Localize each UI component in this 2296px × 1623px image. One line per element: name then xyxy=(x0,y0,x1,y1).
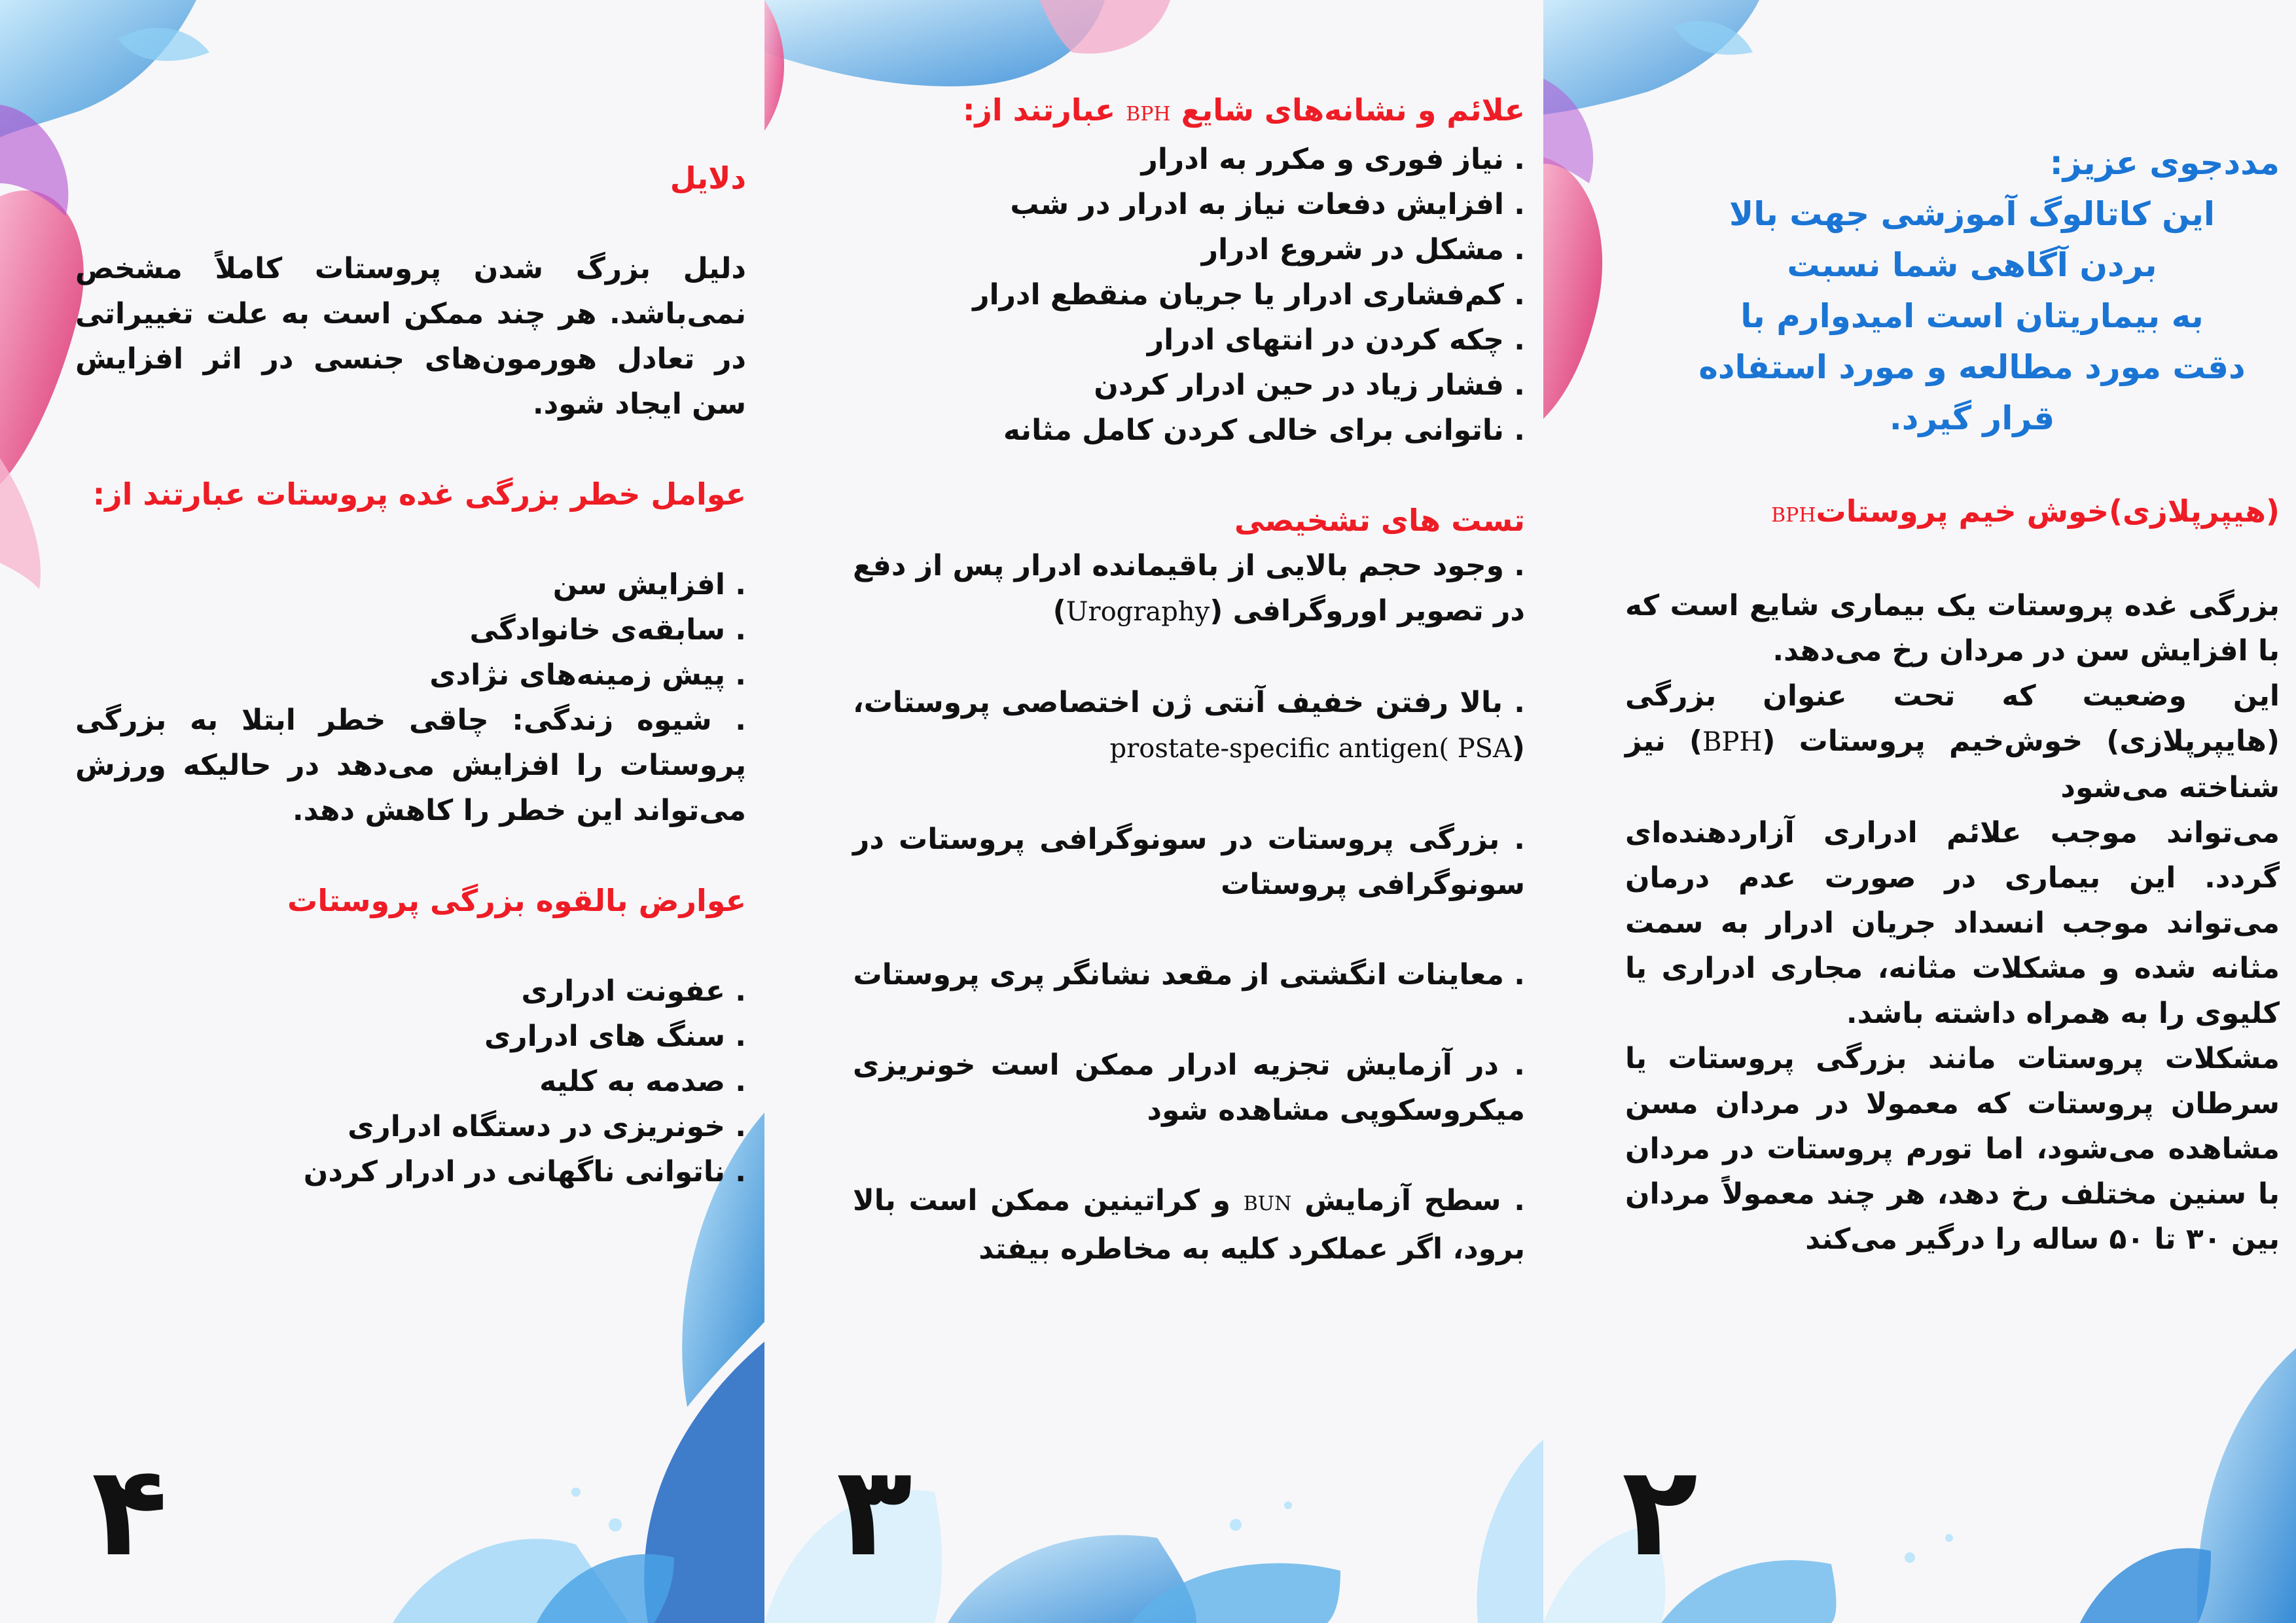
panel-page-4 xyxy=(0,0,764,1623)
test-item: . بزرگی پروستات در سونوگرافی پروستات در سونوگرافی پروستات xyxy=(853,823,1525,901)
test-text-end: ) xyxy=(1052,594,1066,628)
test-item xyxy=(853,1178,1525,1272)
symptoms-title-text: علائم و نشانه‌های شایع xyxy=(1170,92,1525,128)
tests-title: تست های تشخیصی xyxy=(1234,503,1525,538)
paragraph: می‌تواند موجب علائم ادراری آزاردهنده‌ای گردد. این بیماری در صورت عدم درمان می‌تواند موجب انسداد جریان ادرار به سمت مثانه شده و مشکلات مثانه، مجاری ادراری یا کلیوی را به همراه داشته باشد. xyxy=(1625,816,2280,1030)
panel-3-content xyxy=(853,88,1525,1272)
page-number: ۴ xyxy=(92,1439,168,1584)
test-text: . سطح آزمایش xyxy=(1291,1184,1525,1217)
section-title-text: (هیپرپلازی)خوش خیم پروستات xyxy=(1816,493,2280,529)
risk-item: . پیش زمینه‌های نژادی xyxy=(429,658,746,692)
panel-page-2 xyxy=(1543,0,2296,1623)
test-latin: BUN xyxy=(1243,1192,1292,1215)
risk-item: . سابقه‌ی خانوادگی xyxy=(469,613,746,647)
section-title-latin: BPH xyxy=(1771,504,1816,527)
test-item xyxy=(853,543,1525,635)
paragraph: مشکلات پروستات مانند بزرگی پروستات یا سرطان پروستات که معمولا در مردان مسن مشاهده می‌شود، اما تورم پروستات در مردان با سنین مختلف رخ دهد، هر چند معمولاً مردان بین ۳۰ تا ۵۰ ساله را درگیر می‌کند xyxy=(1625,1042,2280,1256)
greeting: مددجوی عزیز: xyxy=(2049,144,2280,182)
risk-item: . شیوه زندگی: چاقی خطر ابتلا به بزرگی پروستات را افزایش می‌دهد در حالیکه ورزش می‌تواند این خطر را کاهش دهد. xyxy=(75,704,746,827)
section-title xyxy=(1625,489,2280,538)
symptom-item: . مشکل در شروع ادرار xyxy=(1201,233,1525,266)
causes-title: دلایل xyxy=(670,160,746,196)
intro-line: بردن آگاهی شما نسبت xyxy=(1787,246,2157,284)
panel-4-content xyxy=(75,156,746,1194)
paragraph-text-end: ) نیز شناخته می‌شود xyxy=(1625,724,2280,804)
complication-item: . خونریزی در دستگاه ادراری xyxy=(348,1110,746,1143)
test-item: . در آزمایش تجزیه ادرار ممکن است خونریزی میکروسکوپی مشاهده شود xyxy=(853,1048,1525,1127)
test-text-end: و کراتینین ممکن است بالا برود، اگر عملکرد کلیه به مخاطره بیفتد xyxy=(853,1184,1525,1266)
symptom-item: . افزایش دفعات نیاز به ادرار در شب xyxy=(1010,188,1525,221)
intro-line: به بیماریتان است امیدوارم با xyxy=(1740,297,2204,335)
risk-factors-title: عوامل خطر بزرگی غده پروستات عبارتند از: xyxy=(92,476,746,512)
complications-title: عوارض بالقوه بزرگی پروستات xyxy=(287,883,746,918)
symptom-item: . کم‌فشاری ادرار یا جریان منقطع ادرار xyxy=(973,278,1525,312)
symptom-item: . ناتوانی برای خالی کردن کامل مثانه xyxy=(1003,414,1525,447)
paragraph xyxy=(1625,673,2280,810)
test-item: . معاینات انگشتی از مقعد نشانگر پری پروستات xyxy=(853,958,1525,991)
causes-text: دلیل بزرگ شدن پروستات کاملاً مشخص نمی‌باشد. هر چند ممکن است به علت تغییراتی در تعادل هورمون‌های جنسی در اثر افزایش سن ایجاد شود. xyxy=(75,252,746,421)
symptom-item: . فشار زیاد در حین ادرار کردن xyxy=(1094,368,1525,402)
paragraph: بزرگی غده پروستات یک بیماری شایع است که با افزایش سن در مردان رخ می‌دهد. xyxy=(1625,589,2280,668)
symptom-item: . نیاز فوری و مکرر به ادرار xyxy=(1141,143,1525,176)
test-latin: Urography xyxy=(1066,597,1210,627)
symptom-item: . چکه کردن در انتهای ادرار xyxy=(1147,323,1525,357)
test-text: . بالا رفتن خفیف آنتی ژن اختصاصی پروستات، ( xyxy=(853,686,1525,764)
intro-line: قرار گیرد. xyxy=(1889,399,2055,437)
paragraph-latin: BPH xyxy=(1702,727,1763,757)
risk-item: . افزایش سن xyxy=(552,568,746,601)
panel-2-content xyxy=(1625,137,2280,1262)
page-number: ۲ xyxy=(1622,1439,1698,1584)
intro-line: دقت مورد مطالعه و مورد استفاده xyxy=(1698,348,2246,386)
symptoms-title-end: عبارتند از: xyxy=(962,92,1126,128)
symptoms-title-bph: BPH xyxy=(1126,103,1171,126)
paragraph-text: این وضعیت که تحت عنوان بزرگی (هایپرپلازی) خوش‌خیم پروستات ( xyxy=(1625,679,2280,758)
page-number: ۳ xyxy=(836,1439,912,1584)
test-item xyxy=(853,680,1525,772)
symptoms-title xyxy=(853,88,1525,137)
intro-line: این کاتالوگ آموزشی جهت بالا xyxy=(1729,195,2215,233)
panel-page-3 xyxy=(764,0,1543,1623)
test-latin: PSA )prostate-specific antigen xyxy=(1109,734,1512,764)
complication-item: . عفونت ادراری xyxy=(521,974,746,1008)
complication-item: . صدمه به کلیه xyxy=(539,1065,746,1098)
test-text: . وجود حجم بالایی از باقیمانده ادرار پس از دفع در تصویر اوروگرافی ( xyxy=(853,549,1525,628)
complication-item: . ناتوانی ناگهانی در ادرار کردن xyxy=(303,1155,746,1188)
complication-item: . سنگ های ادراری xyxy=(484,1020,746,1053)
intro-block xyxy=(1625,188,2280,444)
